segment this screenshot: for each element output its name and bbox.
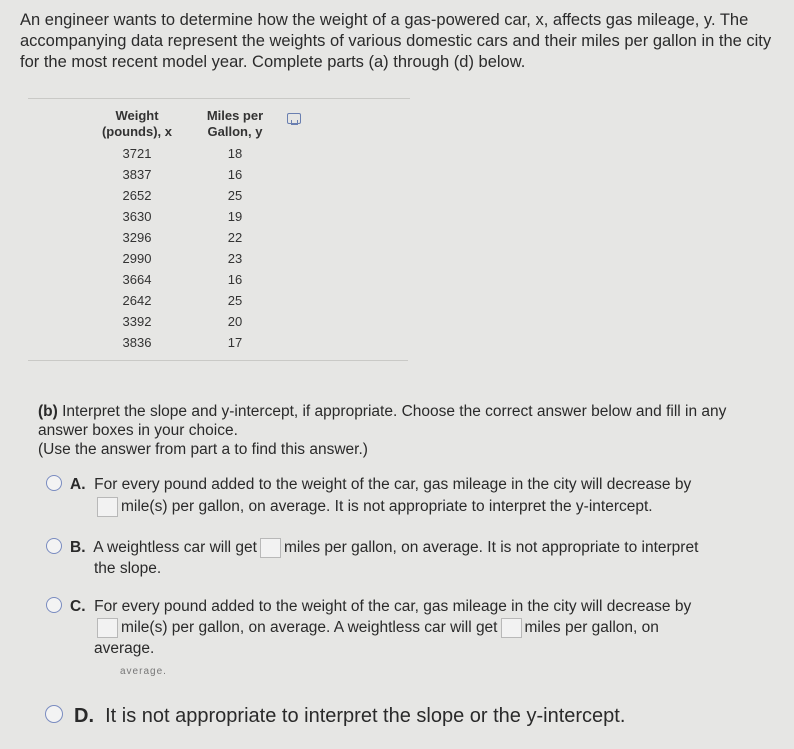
- option-c-radio[interactable]: [46, 597, 62, 613]
- option-a-slope-input[interactable]: [97, 497, 118, 517]
- weight-cell: 2990: [122, 251, 152, 266]
- mpg-cell: 20: [227, 314, 243, 329]
- weight-cell: 3721: [122, 146, 152, 161]
- weight-cell: 3296: [122, 230, 152, 245]
- table-bottom-rule: [28, 360, 408, 361]
- mpg-cell: 22: [227, 230, 243, 245]
- part-b-note: (Use the answer from part a to find this answer.): [38, 441, 368, 458]
- mpg-cell: 17: [227, 335, 243, 350]
- mpg-header-line1: Miles per: [206, 108, 264, 123]
- weight-cell: 3664: [122, 272, 152, 287]
- mpg-cell: 16: [227, 272, 243, 287]
- option-c-line2-post: miles per gallon, on: [524, 619, 659, 636]
- weight-column: [95, 108, 179, 353]
- weight-cell: 3837: [122, 167, 152, 182]
- option-b-line2: the slope.: [94, 560, 162, 577]
- option-c-line2-pre: mile(s) per gallon, on average. A weightless car will get: [121, 619, 498, 636]
- option-c-letter: C.: [70, 598, 86, 615]
- mpg-cell: 25: [227, 293, 243, 308]
- option-b-letter: B.: [70, 539, 86, 556]
- part-b-text: Interpret the slope and y-intercept, if appropriate. Choose the correct answer below and fill in any answer boxes in your choice.: [38, 403, 727, 439]
- mpg-header-line2: Gallon, y: [207, 124, 263, 139]
- option-a-line1: For every pound added to the weight of the car, gas mileage in the city will decrease by: [94, 476, 692, 493]
- mpg-cell: 16: [227, 167, 243, 182]
- mpg-cell: 19: [227, 209, 243, 224]
- weight-cell: 2642: [122, 293, 152, 308]
- option-a-radio[interactable]: [46, 475, 62, 491]
- option-c-line1: For every pound added to the weight of the car, gas mileage in the city will decrease by: [94, 598, 692, 615]
- option-c[interactable]: [70, 596, 770, 659]
- mpg-header: [195, 108, 275, 140]
- option-b-pre: A weightless car will get: [93, 539, 257, 556]
- table-top-rule: [28, 98, 410, 99]
- mpg-cell: 23: [227, 251, 243, 266]
- option-a[interactable]: [70, 474, 770, 517]
- weight-cell: 2652: [122, 188, 152, 203]
- option-c-slope-input[interactable]: [97, 618, 118, 638]
- copy-data-icon[interactable]: [287, 113, 301, 124]
- weight-header: [95, 108, 179, 140]
- mpg-cell: 25: [227, 188, 243, 203]
- option-b[interactable]: [70, 537, 770, 579]
- option-c-line3: average.: [94, 640, 155, 657]
- weight-cell: 3836: [122, 335, 152, 350]
- option-d-letter: D.: [74, 705, 94, 727]
- weight-header-line1: Weight: [115, 108, 159, 123]
- option-a-line2: mile(s) per gallon, on average. It is not appropriate to interpret the y-intercept.: [121, 498, 653, 515]
- part-b-label: (b): [38, 403, 58, 420]
- mpg-cell: 18: [227, 146, 243, 161]
- option-d-radio[interactable]: [45, 705, 63, 723]
- option-a-letter: A.: [70, 476, 86, 493]
- problem-intro: An engineer wants to determine how the weight of a gas-powered car, x, affects gas mileage, y. The accompanying data represent the weights of various domestic cars and their miles per gallon in the city for the most recent model year. Complete parts (a) through (d) below.: [20, 11, 772, 71]
- option-c-ghost-text: average.: [120, 666, 167, 677]
- option-d-text: It is not appropriate to interpret the slope or the y-intercept.: [105, 705, 626, 727]
- mpg-column: [195, 108, 275, 353]
- part-b-prompt: [38, 402, 758, 459]
- option-b-radio[interactable]: [46, 538, 62, 554]
- option-c-intercept-input[interactable]: [501, 618, 522, 638]
- weight-header-line2: (pounds), x: [101, 124, 173, 139]
- option-d[interactable]: [74, 704, 774, 728]
- weight-cell: 3630: [122, 209, 152, 224]
- weight-cell: 3392: [122, 314, 152, 329]
- option-b-post: miles per gallon, on average. It is not appropriate to interpret: [283, 539, 699, 556]
- option-b-intercept-input[interactable]: [260, 538, 281, 558]
